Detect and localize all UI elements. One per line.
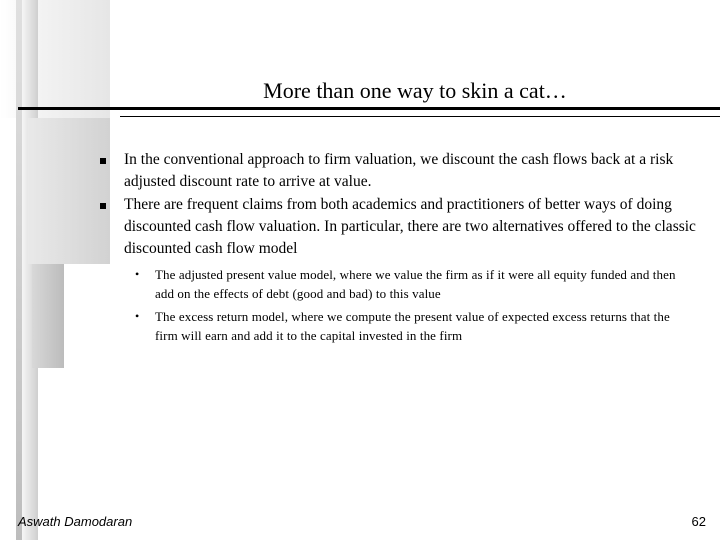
decor-bar-edge [16,0,22,540]
bullet-text: In the conventional approach to firm valuation, we discount the cash flows back at a risk adjusted discount rate to arrive at value. [124,151,674,190]
bullet-text: There are frequent claims from both academics and practitioners of better ways of doing discounted cash flow valuation. In particular, there are two alternatives offered to the classic discounted cash flow model [124,196,696,257]
decor-bar-lower [32,264,64,368]
title-rule-thick [18,107,720,110]
footer-author: Aswath Damodaran [18,514,133,529]
bullet-item [96,194,706,260]
sub-bullet-text: The excess return model, where we compute the present value of expected excess returns that the firm will earn and add it to the capital invested in the firm [155,309,670,343]
sub-bullet-list [132,265,692,345]
square-bullet-icon [100,158,106,164]
square-bullet-icon [100,203,106,209]
dot-bullet-icon: • [135,267,140,281]
bullet-list [96,149,706,349]
dot-bullet-icon: • [135,309,140,323]
slide-title: More than one way to skin a cat… [263,78,567,103]
sub-bullet-item [132,307,692,345]
sub-bullet-item [132,265,692,303]
sub-bullet-text: The adjusted present value model, where we value the firm as if it were all equity funded and then add on the effects of debt (good and bad) to this value [155,267,676,301]
bullet-item [96,149,706,193]
title-rule-thin [120,116,720,117]
page-number: 62 [691,514,706,529]
